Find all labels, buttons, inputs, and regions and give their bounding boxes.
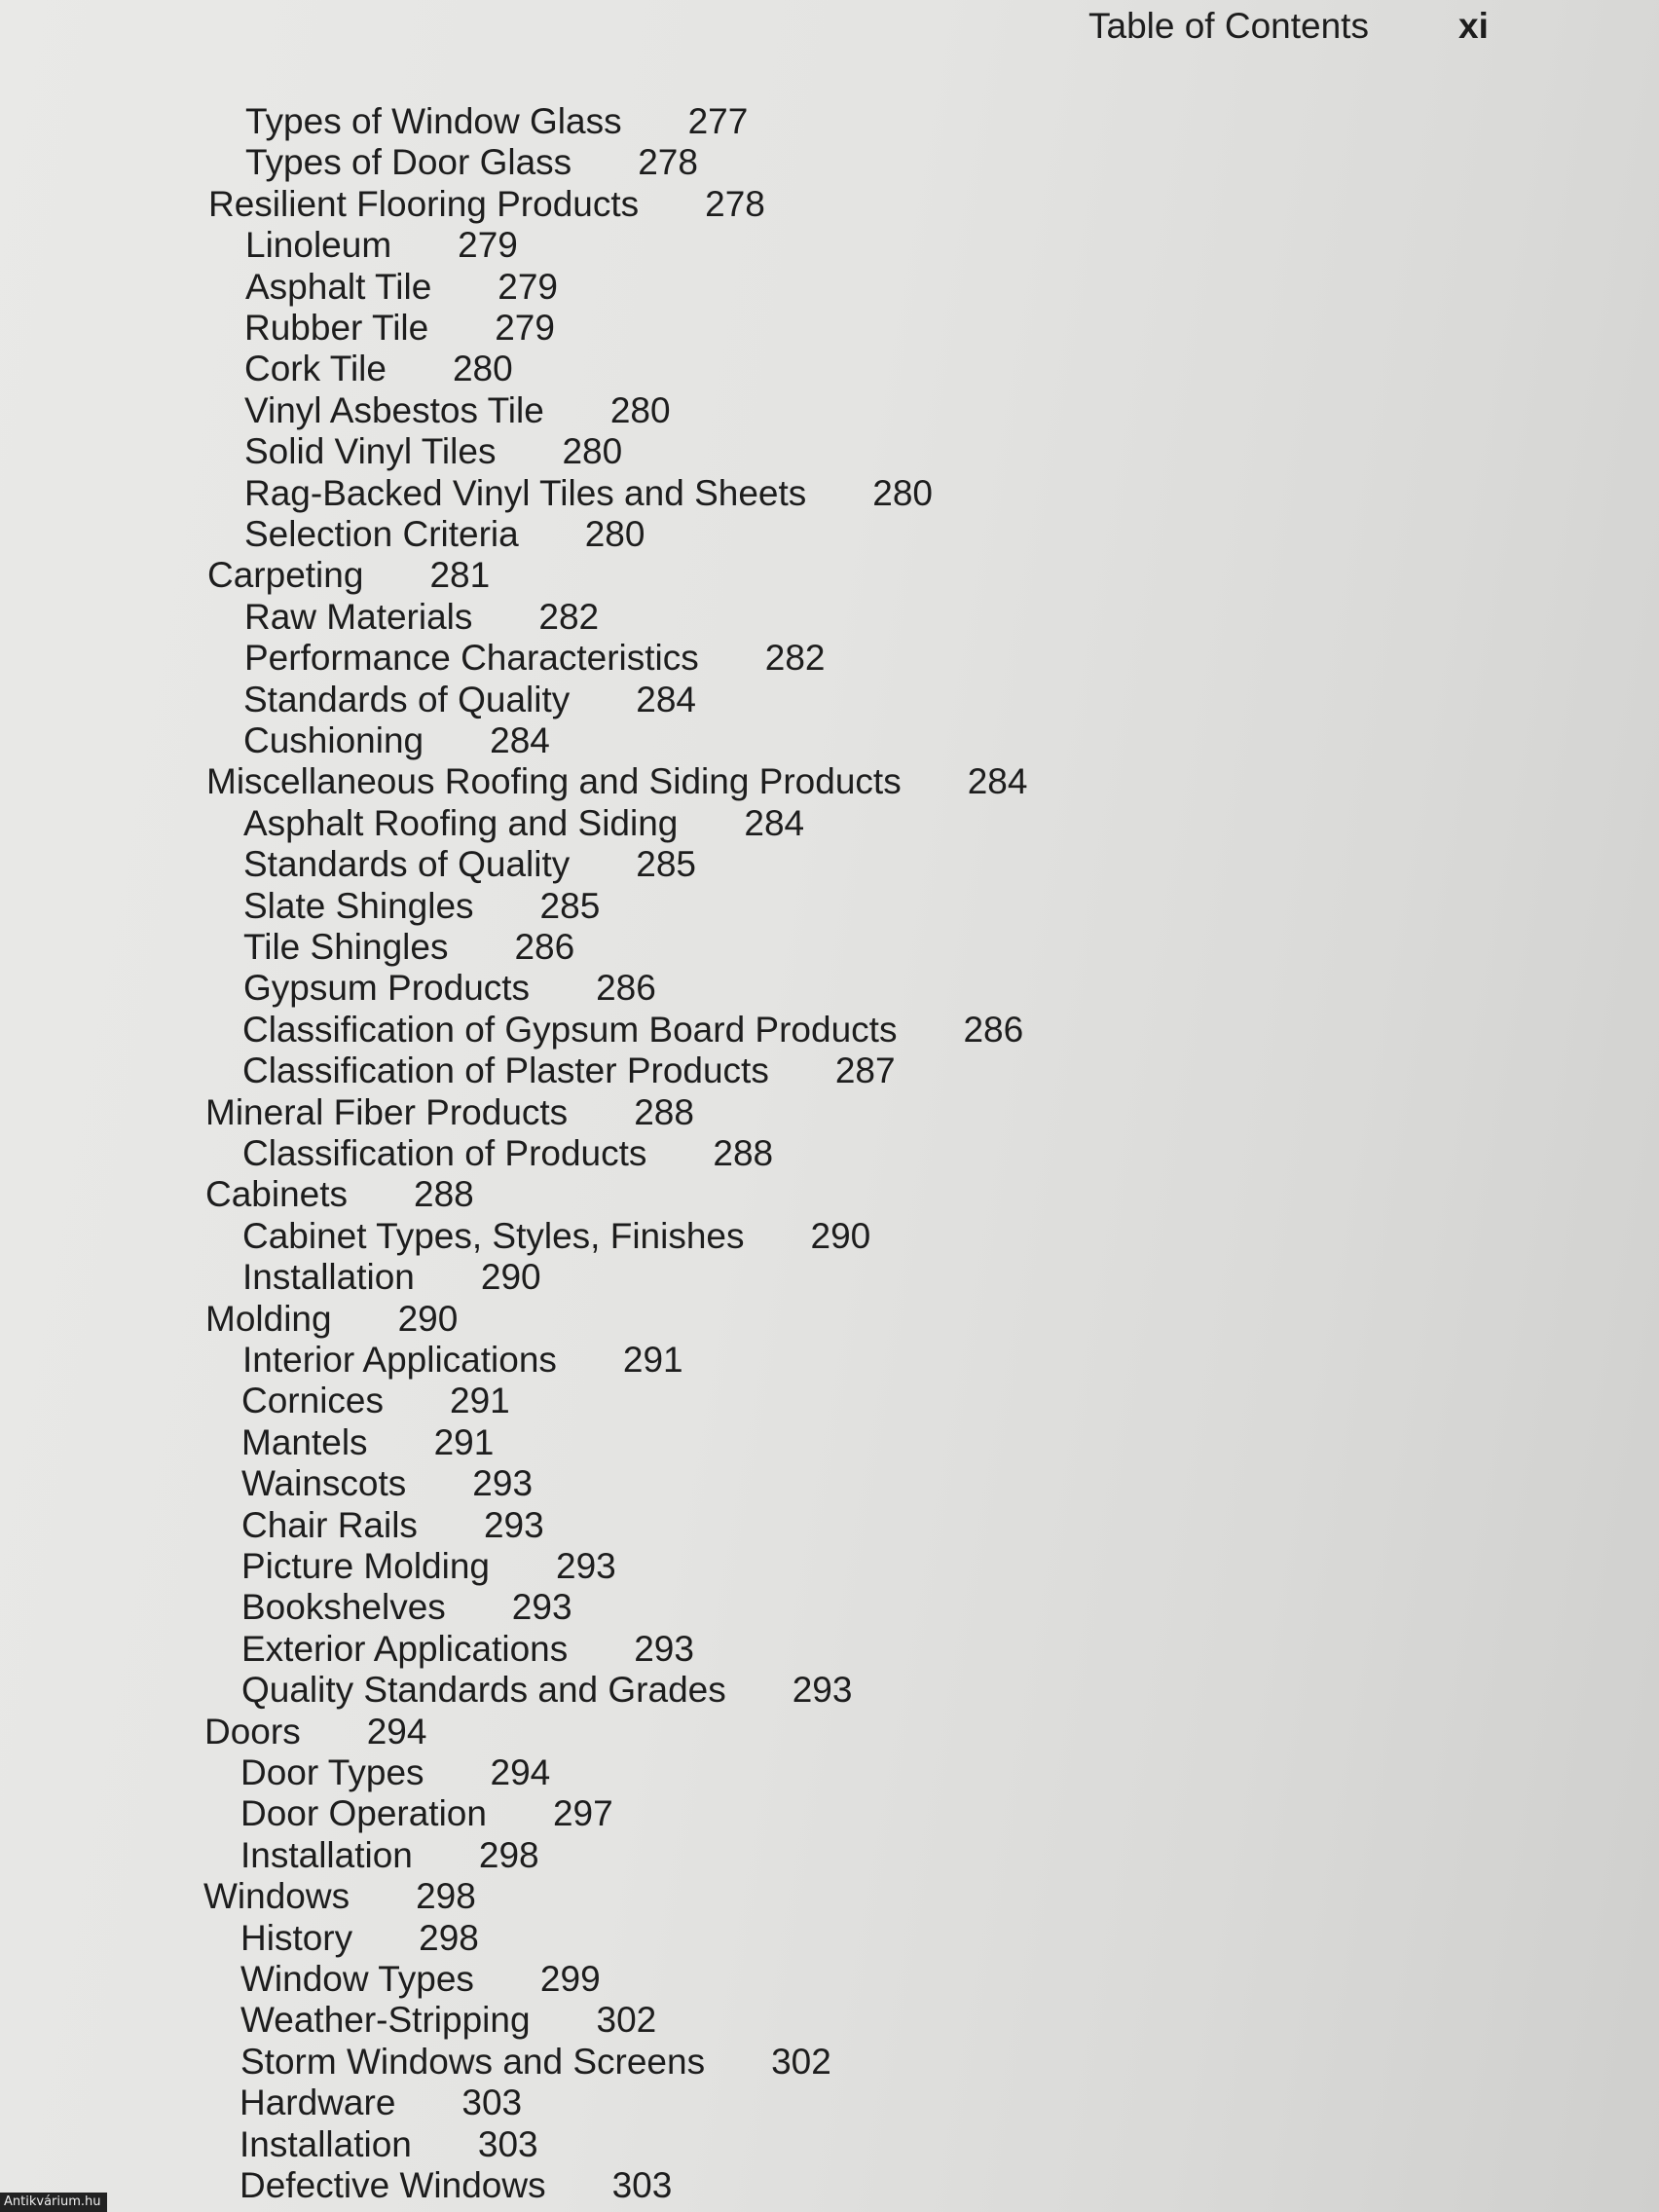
toc-entry-title: Cornices — [241, 1381, 384, 1420]
toc-entry-title: Exterior Applications — [241, 1629, 569, 1669]
toc-entry-page: 287 — [834, 1051, 896, 1090]
toc-entry-page: 280 — [609, 390, 671, 430]
toc-entry — [241, 1424, 494, 1460]
toc-entry — [243, 805, 804, 841]
toc-entry-title: Chair Rails — [241, 1505, 418, 1545]
toc-entry-title: Picture Molding — [241, 1546, 491, 1586]
toc-entry-title: Cushioning — [243, 720, 424, 760]
toc-entry-title: Cork Tile — [244, 349, 387, 388]
toc-entry — [242, 1342, 683, 1378]
toc-entry — [242, 1135, 773, 1171]
toc-entry-title: Wainscots — [241, 1463, 407, 1503]
toc-entry — [244, 310, 555, 346]
toc-entry-title: History — [240, 1918, 353, 1958]
toc-entry-title: Installation — [240, 1835, 413, 1875]
toc-entry-page: 293 — [556, 1546, 616, 1586]
toc-entry — [206, 763, 1027, 799]
toc-entry — [207, 557, 490, 593]
toc-entry-page: 293 — [511, 1587, 572, 1627]
toc-entry-page: 284 — [490, 720, 550, 760]
toc-entry — [244, 475, 933, 511]
toc-entry-page: 280 — [452, 349, 513, 388]
toc-entry — [204, 1714, 426, 1750]
toc-entry-title: Raw Materials — [244, 597, 473, 637]
toc-entry-page: 293 — [792, 1670, 853, 1710]
toc-entry-title: Hardware — [240, 2083, 396, 2122]
toc-entry — [243, 970, 656, 1006]
toc-entry-page: 293 — [483, 1505, 544, 1545]
toc-entry — [240, 2044, 831, 2080]
page-header — [1088, 6, 1489, 47]
toc-entry-title: Types of Window Glass — [245, 101, 622, 141]
toc-entry — [240, 1961, 601, 1997]
toc-entry-title: Mantels — [241, 1422, 368, 1462]
toc-entry-title: Door Operation — [240, 1793, 487, 1833]
toc-entry — [205, 1094, 694, 1130]
toc-entry — [242, 1052, 896, 1088]
toc-entry-title: Solid Vinyl Tiles — [244, 431, 497, 471]
toc-entry-title: Rag-Backed Vinyl Tiles and Sheets — [244, 473, 807, 513]
toc-entry-page: 302 — [771, 2042, 831, 2082]
toc-entry-page: 279 — [458, 225, 518, 265]
toc-entry-title: Molding — [205, 1299, 332, 1339]
toc-entry-page: 303 — [611, 2165, 673, 2205]
toc-entry-page: 303 — [461, 2083, 523, 2122]
toc-entry-page: 280 — [584, 514, 645, 554]
toc-entry — [243, 888, 600, 924]
toc-entry-page: 298 — [478, 1835, 539, 1875]
toc-entry-page: 288 — [414, 1174, 474, 1214]
toc-entry-page: 285 — [539, 886, 601, 926]
watermark: Antikvárium.hu — [0, 2193, 107, 2212]
toc-entry — [241, 1507, 544, 1543]
toc-entry — [240, 1795, 613, 1831]
toc-entry — [240, 2126, 538, 2162]
toc-entry-title: Performance Characteristics — [244, 638, 699, 678]
toc-entry-page: 282 — [538, 597, 600, 637]
toc-entry-title: Linoleum — [245, 225, 392, 265]
toc-entry-title: Miscellaneous Roofing and Siding Products — [206, 761, 902, 801]
toc-entry — [243, 929, 574, 965]
toc-entry-title: Rubber Tile — [244, 308, 429, 348]
toc-entry-title: Weather-Stripping — [240, 2000, 531, 2040]
toc-entry — [242, 1012, 1023, 1048]
toc-entry-page: 297 — [552, 1793, 613, 1833]
toc-entry — [205, 1301, 458, 1337]
toc-entry — [205, 1176, 474, 1212]
toc-entry-page: 279 — [498, 267, 559, 307]
toc-entry-title: Classification of Products — [242, 1133, 647, 1173]
toc-entry-title: Tile Shingles — [243, 927, 449, 967]
toc-entry-page: 284 — [967, 761, 1028, 801]
toc-entry — [245, 103, 748, 139]
toc-entry — [241, 1672, 852, 1708]
toc-entry — [242, 1218, 870, 1254]
toc-entry-page: 286 — [963, 1010, 1024, 1050]
toc-entry-title: Quality Standards and Grades — [241, 1670, 726, 1710]
toc-entry — [244, 640, 826, 676]
toc-entry-page: 280 — [562, 431, 623, 471]
toc-entry — [244, 516, 645, 552]
toc-entry-title: Carpeting — [207, 555, 364, 595]
toc-entry-page: 280 — [872, 473, 933, 513]
toc-entry-title: Installation — [240, 2124, 412, 2164]
toc-entry — [203, 1878, 476, 1914]
toc-entry-page: 286 — [514, 927, 575, 967]
toc-entry — [240, 1837, 539, 1873]
toc-entry-title: Gypsum Products — [243, 968, 531, 1008]
toc-entry-title: Cabinets — [205, 1174, 349, 1214]
toc-entry-title: Installation — [242, 1257, 415, 1297]
toc-entry-page: 277 — [687, 101, 749, 141]
toc-entry-page: 279 — [495, 308, 555, 348]
toc-entry-page: 291 — [433, 1422, 495, 1462]
toc-entry-page: 278 — [705, 184, 765, 224]
toc-entry — [241, 1631, 694, 1667]
toc-entry — [241, 1382, 510, 1419]
toc-entry-page: 298 — [416, 1876, 476, 1916]
toc-entry-page: 290 — [810, 1216, 871, 1256]
toc-entry-page: 278 — [638, 142, 698, 182]
toc-entry — [241, 1465, 533, 1501]
toc-entry-page: 293 — [634, 1629, 694, 1669]
toc-entry-page: 284 — [744, 803, 805, 843]
toc-entry-title: Doors — [204, 1712, 301, 1751]
toc-entry — [244, 433, 622, 469]
toc-entry-title: Windows — [203, 1876, 350, 1916]
toc-entry-title: Asphalt Tile — [245, 267, 432, 307]
toc-entry-page: 281 — [429, 555, 491, 595]
toc-entry-title: Cabinet Types, Styles, Finishes — [242, 1216, 745, 1256]
toc-entry-title: Slate Shingles — [243, 886, 474, 926]
toc-entry-page: 286 — [596, 968, 656, 1008]
toc-entry-title: Interior Applications — [242, 1340, 557, 1380]
toc-entry-page: 302 — [596, 2000, 657, 2040]
toc-entry-page: 299 — [539, 1959, 601, 1999]
toc-entry-title: Standards of Quality — [243, 844, 571, 884]
toc-entry-title: Classification of Gypsum Board Products — [242, 1010, 898, 1050]
toc-entry — [240, 2167, 672, 2203]
toc-entry-page: 288 — [634, 1092, 694, 1132]
toc-entry-title: Resilient Flooring Products — [208, 184, 640, 224]
toc-entry-title: Storm Windows and Screens — [240, 2042, 706, 2082]
toc-entry-title: Defective Windows — [240, 2165, 546, 2205]
toc-entry — [245, 227, 518, 263]
toc-entry — [243, 846, 696, 882]
toc-entry-page: 298 — [419, 1918, 479, 1958]
toc-entry-title: Mineral Fiber Products — [205, 1092, 569, 1132]
toc-entry — [240, 1754, 550, 1790]
toc-entry — [245, 269, 558, 305]
toc-entry — [243, 722, 550, 758]
toc-entry-page: 288 — [713, 1133, 774, 1173]
toc-entry-page: 285 — [636, 844, 696, 884]
toc-entry-title: Standards of Quality — [243, 680, 571, 719]
toc-entry — [240, 1920, 479, 1956]
toc-entry-title: Asphalt Roofing and Siding — [243, 803, 679, 843]
toc-entry-page: 290 — [397, 1299, 459, 1339]
toc-entry-title: Classification of Plaster Products — [242, 1051, 769, 1090]
toc-entry — [241, 1548, 616, 1584]
toc-entry-page: 282 — [764, 638, 826, 678]
toc-entry-page: 293 — [472, 1463, 534, 1503]
toc-entry — [244, 350, 513, 387]
toc-entry — [241, 1589, 572, 1625]
toc-entry-title: Vinyl Asbestos Tile — [244, 390, 544, 430]
toc-entry — [244, 599, 599, 635]
toc-entry-page: 294 — [490, 1752, 551, 1792]
toc-entry — [240, 2084, 522, 2120]
toc-entry — [245, 144, 698, 180]
page-number: xi — [1458, 6, 1489, 46]
toc-entry-page: 294 — [366, 1712, 427, 1751]
toc-entry-page: 284 — [636, 680, 696, 719]
toc-entry-title: Window Types — [240, 1959, 474, 1999]
toc-entry-title: Selection Criteria — [244, 514, 519, 554]
toc-entry — [240, 2002, 656, 2038]
toc-entry — [244, 392, 671, 428]
toc-entry-page: 290 — [480, 1257, 541, 1297]
toc-entry — [242, 1259, 541, 1295]
toc-entry — [208, 186, 765, 222]
running-title: Table of Contents — [1088, 6, 1369, 46]
toc-entry-title: Bookshelves — [241, 1587, 446, 1627]
toc-entry-title: Types of Door Glass — [245, 142, 572, 182]
toc-entry — [243, 682, 696, 718]
toc-entry-title: Door Types — [240, 1752, 424, 1792]
toc-entry-page: 291 — [450, 1381, 510, 1420]
toc-entry-page: 303 — [477, 2124, 538, 2164]
toc-entry-page: 291 — [622, 1340, 683, 1380]
